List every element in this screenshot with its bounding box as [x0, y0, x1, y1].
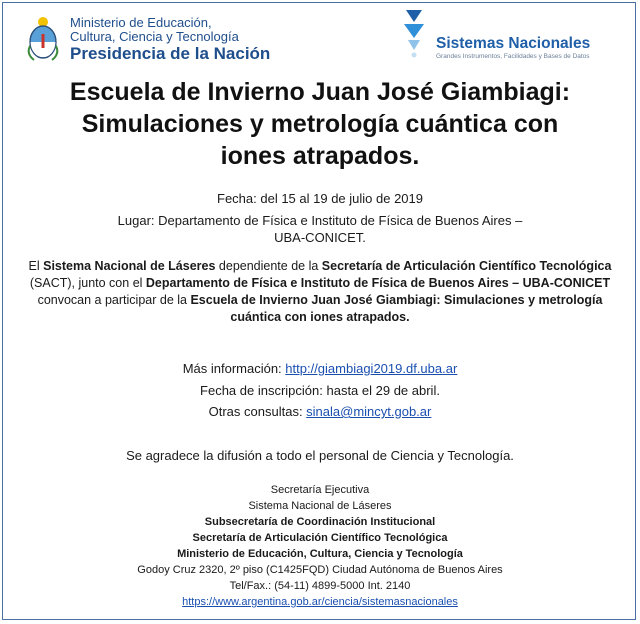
- announcement-paragraph: [14, 258, 626, 326]
- ministry-line-2: Cultura, Ciencia y Tecnología: [70, 29, 239, 44]
- dissemination-note: Se agradece la difusión a todo el personal de Ciencia y Tecnología.: [126, 448, 514, 463]
- header: [0, 0, 640, 70]
- inquiries-email-link[interactable]: sinala@mincyt.gob.ar: [306, 404, 432, 419]
- argentina-coat-of-arms-icon: [26, 16, 60, 62]
- body-text-4: convocan a participar de la: [37, 293, 191, 307]
- event-date: Fecha: del 15 al 19 de julio de 2019: [217, 191, 423, 206]
- other-inquiries: [0, 403, 640, 420]
- more-info: [0, 360, 640, 377]
- more-info-label: Más información:: [182, 361, 286, 376]
- ministry-name: [70, 16, 270, 64]
- body-text-3: (SACT), junto con el: [29, 276, 146, 290]
- more-info-link[interactable]: http://giambiagi2019.df.uba.ar: [285, 361, 458, 376]
- sig-line-5: Ministerio de Educación, Cultura, Ciencia y Tecnología: [177, 548, 463, 560]
- signature-block: [0, 482, 640, 610]
- sistemas-nacionales-logo-icon: [400, 8, 430, 60]
- ministry-line-1: Ministerio de Educación,: [70, 15, 212, 30]
- body-bold-2: Secretaría de Articulación Científico Tecnológica: [321, 259, 612, 273]
- event-location: [0, 212, 640, 246]
- sig-line-4: Secretaría de Articulación Científico Tecnológica: [192, 532, 448, 544]
- sig-website-link[interactable]: https://www.argentina.gob.ar/ciencia/sistemasnacionales: [182, 596, 458, 608]
- body-text-1: El: [28, 259, 44, 273]
- title-line-3: iones atrapados.: [220, 142, 420, 170]
- location-line-2: UBA-CONICET.: [274, 230, 366, 245]
- sig-line-3: Subsecretaría de Coordinación Institucional: [204, 516, 436, 528]
- body-bold-3: Departamento de Física e Instituto de Física de Buenos Aires – UBA-CONICET: [145, 276, 611, 290]
- body-bold-4: Escuela de Invierno Juan José Giambiagi: Simulaciones y metrología cuántica con iones atrapados.: [190, 293, 603, 324]
- page-title: [0, 76, 640, 172]
- sig-line-1: Secretaría Ejecutiva: [270, 484, 370, 496]
- inquiries-label: Otras consultas:: [208, 404, 307, 419]
- body-bold-1: Sistema Nacional de Láseres: [43, 259, 216, 273]
- sn-subtitle: Grandes Instrumentos, Facilidades y Bases de Datos: [436, 53, 590, 60]
- title-line-2: Simulaciones y metrología cuántica con: [81, 110, 559, 138]
- body-text-2: dependiente de la: [215, 259, 322, 273]
- title-line-1: Escuela de Invierno Juan José Giambiagi:: [69, 78, 571, 106]
- sig-line-2: Sistema Nacional de Láseres: [248, 500, 392, 512]
- sig-phone: Tel/Fax.: (54-11) 4899-5000 Int. 2140: [229, 580, 411, 592]
- sn-title: Sistemas Nacionales: [436, 35, 591, 52]
- registration-date: Fecha de inscripción: hasta el 29 de abril.: [200, 383, 440, 398]
- sistemas-nacionales-brand: [436, 36, 590, 61]
- ministry-line-3: Presidencia de la Nación: [70, 44, 271, 63]
- location-line-1: Lugar: Departamento de Física e Instituto de Física de Buenos Aires –: [117, 213, 523, 228]
- sig-address: Godoy Cruz 2320, 2º piso (C1425FQD) Ciudad Autónoma de Buenos Aires: [137, 564, 503, 576]
